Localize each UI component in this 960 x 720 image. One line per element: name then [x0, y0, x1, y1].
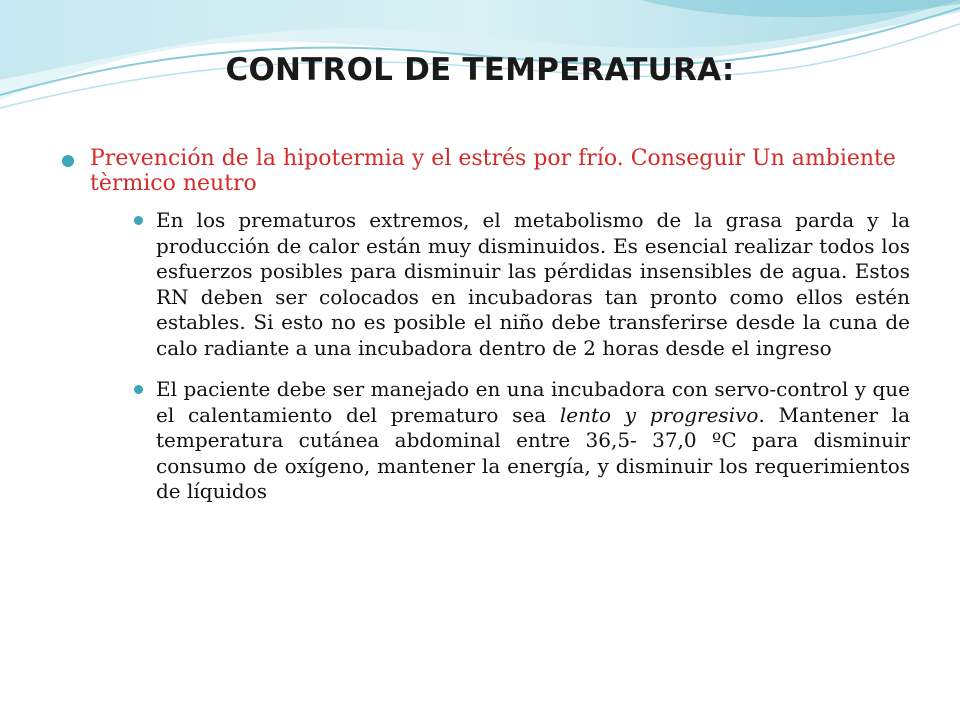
slide-title: CONTROL DE TEMPERATURA: [225, 52, 735, 88]
sub-point-text-2 [156, 377, 910, 505]
sub-point-2-before: El paciente debe ser manejado en una incubadora con servo-control y que el calentamiento del prematuro sea [156, 377, 910, 427]
main-point-text: Prevención de la hipotermia y el estrés por frío. Conseguir Un ambiente tèrmico neutro [90, 146, 896, 196]
sub-bullet-1 [58, 208, 910, 361]
sub-bullet-2 [58, 377, 910, 505]
bullet-dot-icon [134, 385, 143, 394]
slide-body [58, 146, 910, 505]
bullet-dot-icon [134, 216, 143, 225]
sub-point-2-after: . Mantener la temperatura cutánea abdominal entre 36,5- 37,0 ºC para disminuir consumo de oxígeno, mantener la energía, y disminuir los requerimientos de líquidos [156, 402, 910, 503]
bullet-dot-icon [62, 155, 74, 167]
sub-point-2-italic: lento y progresivo [559, 402, 759, 427]
sub-point-text-1: En los prematuros extremos, el metabolismo de la grasa parda y la producción de calor están muy disminuidos. Es esencial realizar todos los esfuerzos posibles para disminuir las pérdidas insensibles de agua. Estos RN deben ser colocados en incubadoras tan pronto como ellos estén estables. Si esto no es posible el niño debe transferirse desde la cuna de calo radiante a una incubadora dentro de 2 horas desde el ingreso [156, 208, 910, 360]
main-bullet [58, 146, 910, 196]
